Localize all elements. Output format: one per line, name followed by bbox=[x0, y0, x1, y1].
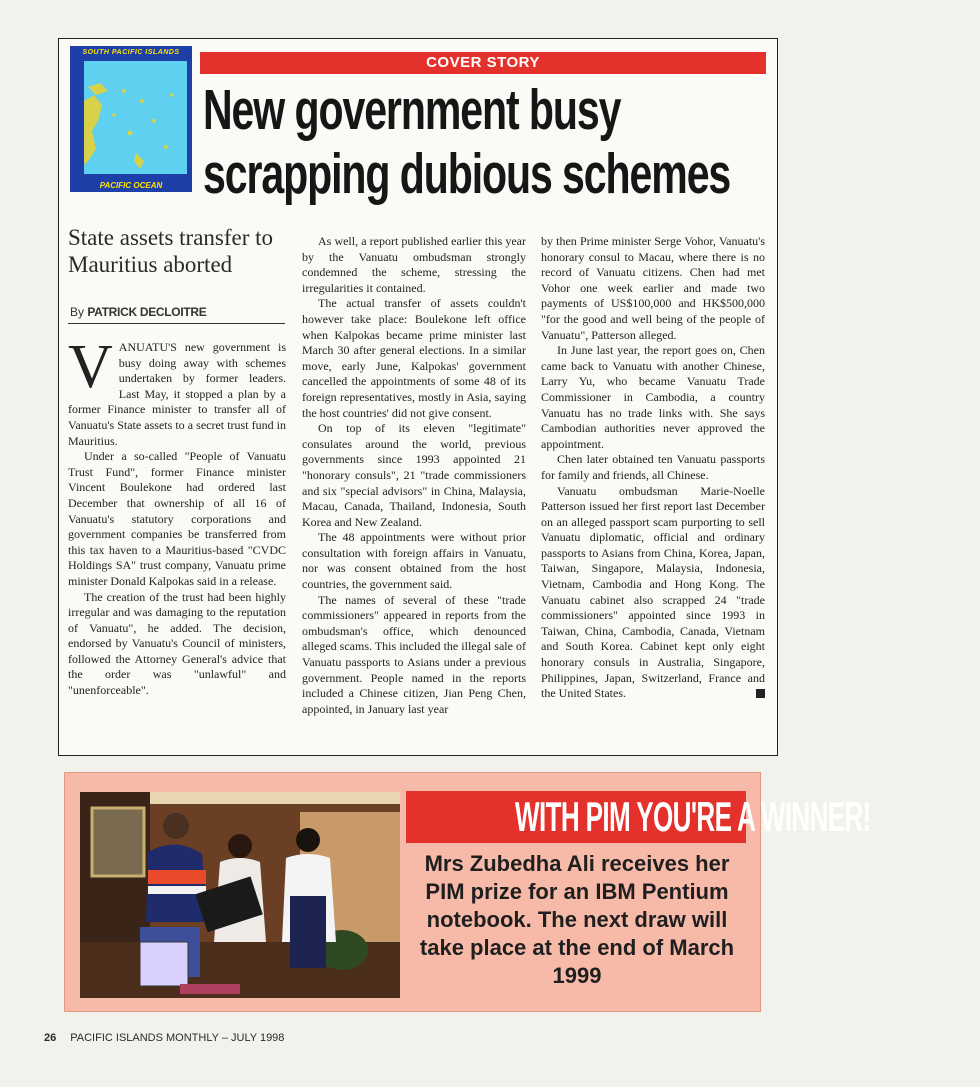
map-title: SOUTH PACIFIC ISLANDS bbox=[82, 49, 180, 56]
page-number: 26 bbox=[44, 1032, 57, 1044]
article-paragraph: The actual transfer of assets couldn't however take place: Boulekone left office when Kalpokas became prime minister last March 30 after general elections. In a similar move, early June, Kalpokas' government cancelled the appointments of some 48 of its foreign representatives, mostly in Asia, saying the host countries' did not give consent. bbox=[302, 296, 526, 420]
map-ocean-label: PACIFIC OCEAN bbox=[99, 181, 163, 190]
article-column-1 bbox=[68, 333, 286, 699]
ad-banner: WITH PIM YOU'RE A WINNER! bbox=[406, 791, 746, 843]
byline-rule bbox=[68, 323, 285, 324]
headline-line-1: New government busy bbox=[203, 78, 621, 142]
prize-photo bbox=[80, 792, 400, 998]
pacific-map-image bbox=[70, 46, 192, 192]
article-paragraph: Under a so-called "People of Vanuatu Trust Fund", former Finance minister Vincent Boulekone had ordered last December that ownership of all 16 of Vanuatu's statutory corporations and government companies be transferred from this tax haven to a Mauritius-based "CVDC Holdings SA" trust company, Vanuatu prime minister Donald Kalpokas said in a release. bbox=[68, 449, 286, 588]
section-label: COVER STORY bbox=[200, 52, 766, 74]
article-paragraph: VANUATU'S new government is busy doing away with schemes undertaken by former leaders. Last May, it stopped a plan by a former Finance minister to transfer all of Vanuatu's State assets to a secret trust fund in Mauritius. bbox=[68, 333, 286, 448]
map-islands bbox=[84, 61, 187, 174]
headline-line-2: scrapping dubious schemes bbox=[203, 142, 731, 206]
ad-caption: Mrs Zubedha Ali receives her PIM prize for an IBM Pentium notebook. The next draw will take place at the end of March 1999 bbox=[419, 851, 735, 988]
deck: State assets transfer to Mauritius aborted bbox=[68, 225, 274, 277]
article-paragraph: As well, a report published earlier this year by the Vanuatu ombudsman strongly condemned the scheme, stressing the irregularities it contained. bbox=[302, 234, 526, 295]
article-paragraph: by then Prime minister Serge Vohor, Vanuatu's honorary consul to Macau, where there is no record of Vanuatu citizens. Chen had met Vohor one week earlier and made two payments of US$100,000 and HK$500,000 "for the good and well being of the people of Vanuatu", Patterson alleged. bbox=[541, 234, 765, 342]
article-paragraph: On top of its eleven "legitimate" consulates around the world, previous governments since 1993 appointed 21 "honorary consuls", 21 "trade commissioners and six "special advisors" in China, Malaysia, Macau, Canada, Thailand, Indonesia, South Korea and New Zealand. bbox=[302, 421, 526, 529]
byline bbox=[70, 305, 206, 319]
publication-line: PACIFIC ISLANDS MONTHLY – JULY 1998 bbox=[70, 1032, 285, 1044]
article-paragraph: The creation of the trust had been highly irregular and was damaging to the reputation of Vanuatu", he added. The decision, endorsed by Vanuatu's Council of ministers, followed the Attorney General's advice that the order was "unlawful" and "unenforceable". bbox=[68, 589, 286, 698]
article-paragraph: In June last year, the report goes on, Chen came back to Vanuatu with another Chinese, Larry Yu, who became Vanuatu Trade Commissioner in Cambodia, a country Vanuatu has no trade links with. She says Cambodian authorities never approved the appointment. bbox=[541, 343, 765, 451]
page-footer bbox=[44, 1032, 284, 1044]
drop-cap: V bbox=[68, 333, 113, 401]
byline-prefix: By bbox=[70, 305, 85, 319]
headline bbox=[203, 78, 731, 206]
end-mark-icon bbox=[756, 689, 765, 698]
article-paragraph: The 48 appointments were without prior consultation with foreign affairs in Vanuatu, nor was consent obtained from the host countries, the government said. bbox=[302, 530, 526, 592]
article-paragraph: The names of several of these "trade commissioners" appeared in reports from the ombudsman's office, which denounced alleged scams. This included the illegal sale of Vanuatu passports to Asians under a previous government. People named in the reports included a Chinese citizen, Jian Peng Chen, appointed, in January last year bbox=[302, 592, 526, 716]
article-column-3 bbox=[541, 234, 765, 702]
byline-author: PATRICK DECLOITRE bbox=[87, 305, 207, 319]
article-paragraph: Chen later obtained ten Vanuatu passports for family and friends, all Chinese. bbox=[541, 452, 765, 482]
article-column-2 bbox=[302, 234, 526, 717]
article-paragraph: Vanuatu ombudsman Marie-Noelle Patterson issued her first report last December on an alleged passport scam purporting to sell Vanuatu diplomatic, official and ordinary passports to Asians from China, Korea, Japan, Taiwan, Singapore, Malaysia, Indonesia, Vietnam, Cambodia and Hong Kong. The Vanuatu cabinet also scrapped 24 "trade commissioners" appointed since 1993 in Taiwan, China, Cambodia, Canada, Vietnam and South Korea. Cabinet kept only eight honorary consuls in Australia, Singapore, Philippines, Japan, Switzerland, France and the United States. bbox=[541, 483, 765, 701]
